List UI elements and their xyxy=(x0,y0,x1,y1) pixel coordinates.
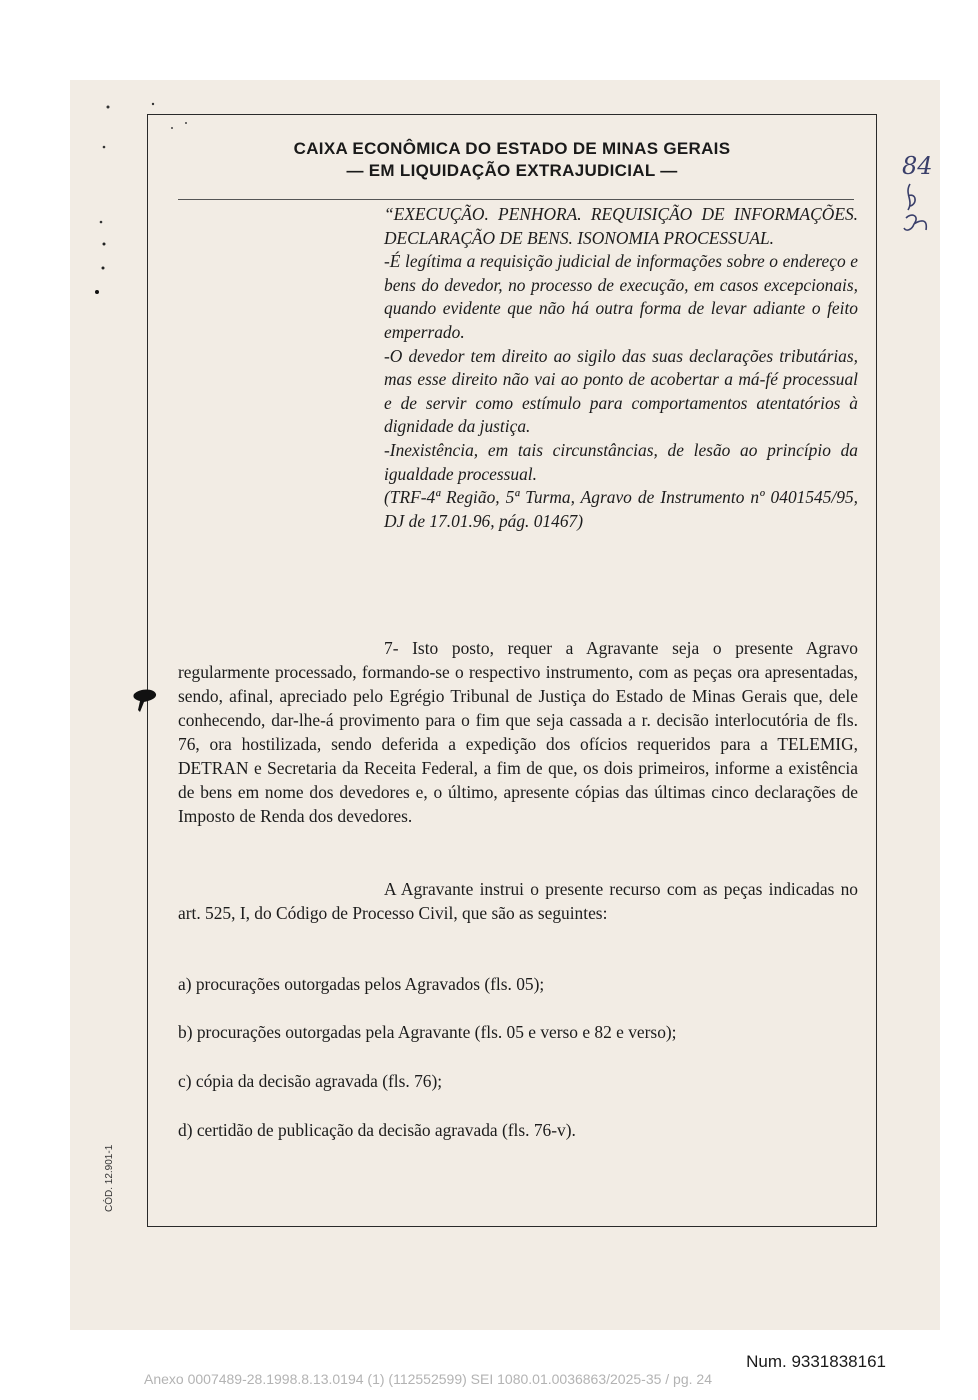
list-item-d: d) certidão de publicação da decisão agravada (fls. 76-v). xyxy=(178,1120,576,1140)
list-item-c: c) cópia da decisão agravada (fls. 76); xyxy=(178,1071,443,1091)
institution-status: — EM LIQUIDAÇÃO EXTRAJUDICIAL — xyxy=(346,161,678,180)
paragraph-7 xyxy=(178,636,858,828)
quote-paragraph-3: -Inexistência, em tais circunstâncias, de lesão ao princípio da igualdade processual. xyxy=(384,439,858,484)
list-item-a: a) procurações outorgadas pelos Agravados (fls. 05); xyxy=(178,974,545,994)
list-item-b: b) procurações outorgadas pela Agravante (fls. 05 e verso e 82 e verso); xyxy=(178,1022,677,1042)
quote-citation: (TRF-4ª Região, 5ª Turma, Agravo de Instrumento nº 0401545/95, DJ de 17.01.96, pág. 01467) xyxy=(384,487,858,531)
paragraph-agravante-text: A Agravante instrui o presente recurso com as peças indicadas no art. 525, I, do Código de Processo Civil, que são as seguintes: xyxy=(178,879,858,923)
handwritten-page-number xyxy=(900,148,936,238)
ink-blot xyxy=(130,686,160,716)
quote-paragraph-1: -É legítima a requisição judicial de informações sobre o endereço e bens do devedor, no processo de execução, em casos excepcionais, quando evidente que não há outra forma de levar adiante o feito emperrado. xyxy=(384,251,858,342)
handwritten-page-text: 84 xyxy=(902,152,933,180)
quote-paragraph-2: -O devedor tem direito ao sigilo das suas declarações tributárias, mas esse direito não vai ao ponto de acobertar a má-fé processual e de servir como estímulo para comportamentos atentatórios à dignidade da justiça. xyxy=(384,345,858,437)
institution-name: CAIXA ECONÔMICA DO ESTADO DE MINAS GERAIS xyxy=(293,139,731,158)
jurisprudence-quote xyxy=(384,203,858,533)
annex-reference: Anexo 0007489-28.1998.8.13.0194 (1) (112552599) SEI 1080.01.0036863/2025-35 / pg. 24 xyxy=(144,1371,712,1387)
paragraph-7-text: 7- Isto posto, requer a Agravante seja o presente Agravo regularmente processado, formando-se o respectivo instrumento, com as peças ora apresentadas, sendo, afinal, apreciado pelo Egrégio Tribunal de Justiça do Estado de Minas Gerais que, dele conhecendo, dar-lhe-á provimento para o fim que seja cassada a r. decisão interlocutória de fls. 76, ora hostilizada, sendo deferida a expedição dos ofícios requeridos para a TELEMIG, DETRAN e Secretaria da Receita Federal, a fim de que, os dois primeiros, informe a existência de bens em nome dos devedores e, o último, apresente cópias das últimas cinco declarações de Imposto de Renda dos devedores. xyxy=(178,638,858,826)
form-code: CÓD. 12.901-1 xyxy=(104,1144,115,1212)
quote-title: “EXECUÇÃO. PENHORA. REQUISIÇÃO DE INFORMAÇÕES. DECLARAÇÃO DE BENS. ISONOMIA PROCESSUAL. xyxy=(384,204,858,248)
header-divider xyxy=(178,199,854,200)
paragraph-agravante xyxy=(178,877,858,925)
document-number: Num. 9331838161 xyxy=(746,1352,886,1371)
